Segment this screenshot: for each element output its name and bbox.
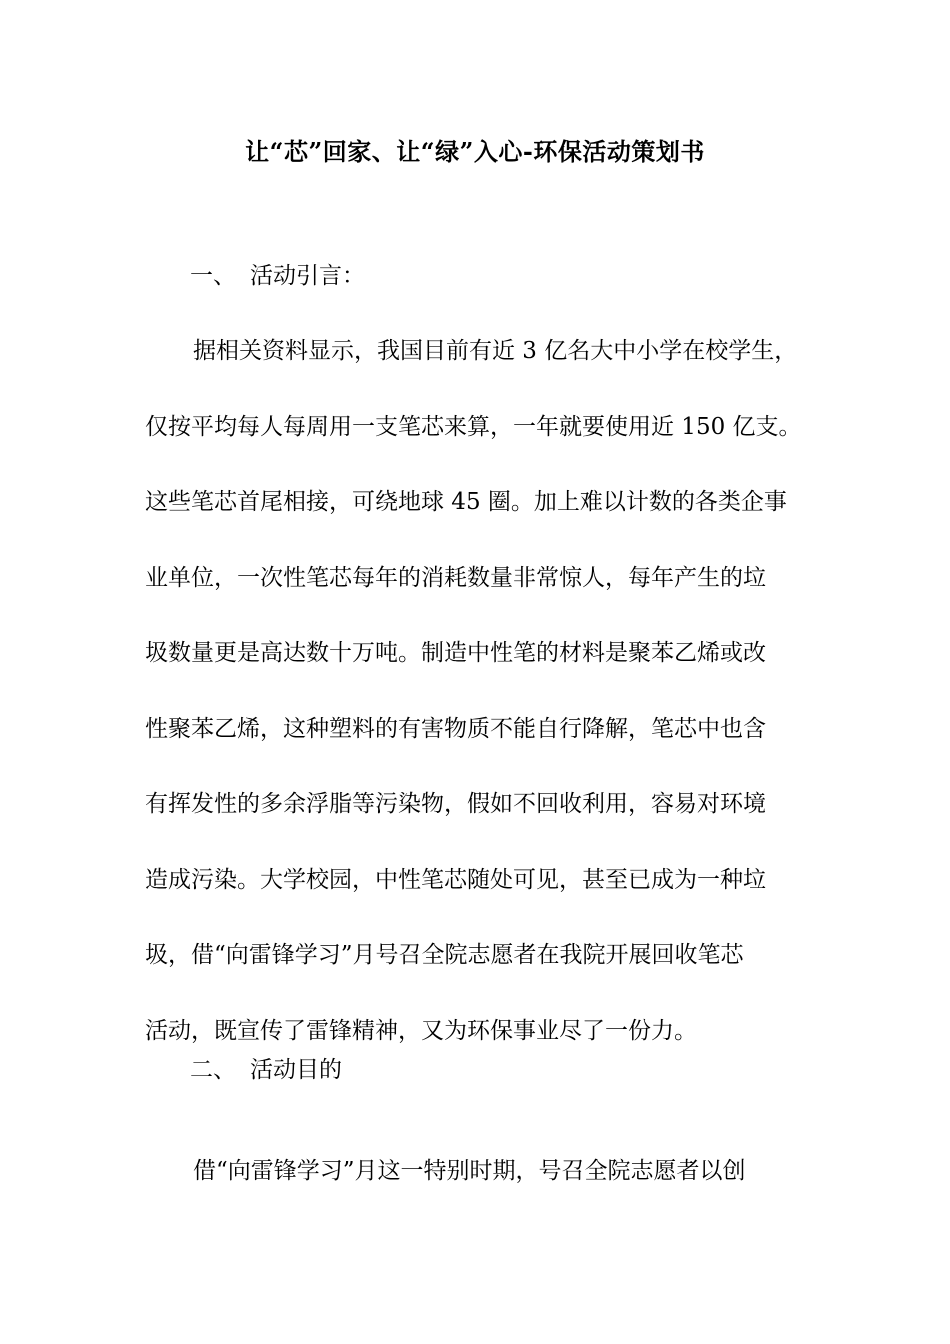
paragraph-line: 仅按平均每人每周用一支笔芯来算，一年就要使用近 150 亿支。 [145,413,802,440]
paragraph-line: 圾数量更是高达数十万吨。制造中性笔的材料是聚苯乙烯或改 [145,640,766,666]
section-number: 一、 [190,263,236,289]
section-heading-text: 活动目的 [250,1057,342,1083]
paragraph-line: 业单位，一次性笔芯每年的消耗数量非常惊人，每年产生的垃 [145,564,766,591]
paragraph-line: 造成污染。大学校园，中性笔芯随处可见，甚至已成为一种垃 [145,866,766,893]
section-heading-1 [190,256,365,296]
section-1-paragraph [145,314,835,1069]
paragraph-line: 这些笔芯首尾相接，可绕地球 45 圈。加上难以计数的各类企事 [145,489,787,515]
paragraph-line: 有挥发性的多余浮脂等污染物，假如不回收利用，容易对环境 [145,791,766,817]
paragraph-line: 据相关资料显示，我国目前有近 3 亿名大中小学在校学生， [193,338,798,364]
section-2-paragraph [145,1134,835,1210]
section-number: 二、 [190,1057,236,1083]
document-title: 让“芯”回家、让“绿”入心-环保活动策划书 [245,137,705,166]
paragraph-line: 活动，既宣传了雷锋精神，又为环保事业尽了一份力。 [145,1017,697,1044]
paragraph-line: 性聚苯乙烯，这种塑料的有害物质不能自行降解，笔芯中也含 [145,715,766,742]
section-heading-text: 活动引言： [250,263,365,289]
section-heading-2 [190,1050,342,1090]
paragraph-line: 圾，借“向雷锋学习”月号召全院志愿者在我院开展回收笔芯 [145,942,744,968]
paragraph-line: 借“向雷锋学习”月这一特别时期，号召全院志愿者以创 [193,1158,746,1184]
